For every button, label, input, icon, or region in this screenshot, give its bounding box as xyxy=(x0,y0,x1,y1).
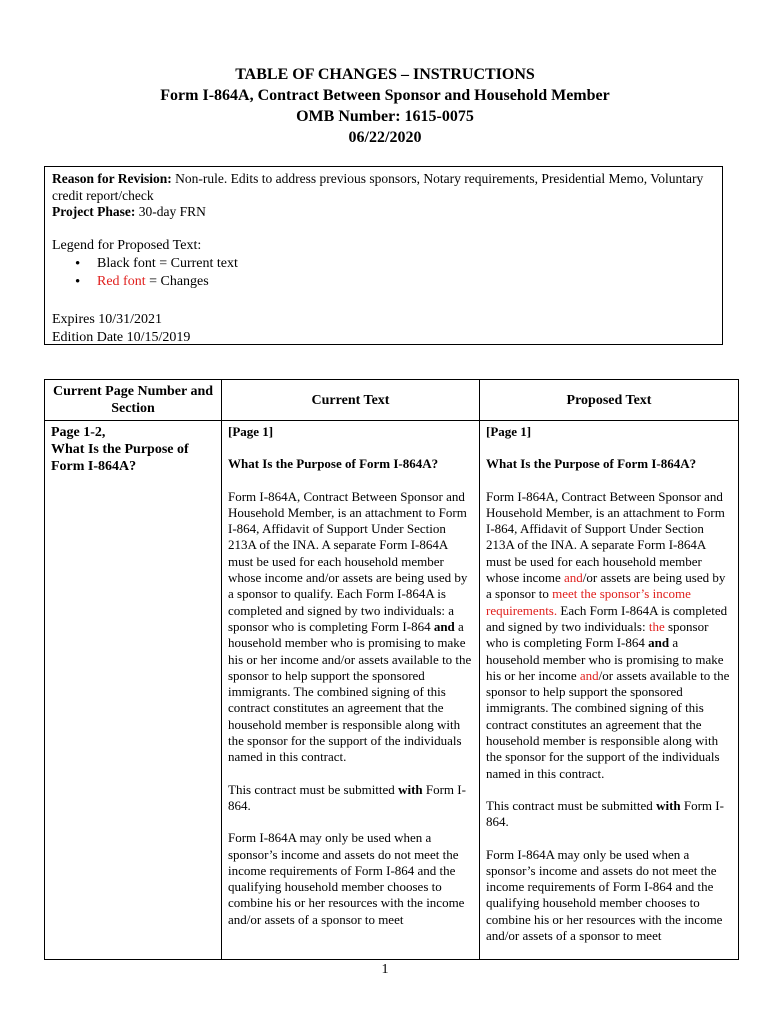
proposed-change-1: and xyxy=(563,570,583,586)
phase-text: 30-day FRN xyxy=(135,204,206,219)
proposed-page-ref: [Page 1] xyxy=(486,424,532,439)
header-form-name: Form I-864A, Contract Between Sponsor and Household Member xyxy=(160,87,610,104)
current-para-2-bold: with xyxy=(398,781,423,797)
proposed-para-2 xyxy=(486,798,732,831)
header-omb-number: OMB Number: 1615-0075 xyxy=(296,108,474,125)
proposed-heading: What Is the Purpose of Form I-864A? xyxy=(486,456,697,472)
proposed-para-2-end: Form I-864. xyxy=(486,797,724,830)
current-para-3: Form I-864A may only be used when a sponsor’s income and assets do not meet the income requirements of Form I-864 and the qualifying household member chooses to combine his or her resources with the income and/or assets of a sponsor to meet xyxy=(228,830,465,927)
expires-date: Expires 10/31/2021 xyxy=(52,311,163,327)
proposed-change-2: meet the sponsor’s income requirements. xyxy=(486,586,691,618)
document-header xyxy=(0,64,770,148)
proposed-change-4: and xyxy=(579,667,599,683)
proposed-text-b: /or assets are being used by a sponsor to xyxy=(486,570,726,602)
col-header-current: Current Text xyxy=(222,380,480,421)
section-title: What Is the Purpose of Form I-864A? xyxy=(51,442,189,474)
section-cell xyxy=(45,421,222,960)
col-header-section: Current Page Number and Section xyxy=(45,380,222,421)
legend-black-item: • Black font = Current text xyxy=(97,255,715,273)
legend-list xyxy=(52,255,715,291)
current-para-2-text: This contract must be submitted xyxy=(228,781,399,797)
current-para-1-bold: and xyxy=(433,618,455,634)
page-number: 1 xyxy=(381,962,389,977)
reason-label: Reason for Revision: xyxy=(52,171,172,186)
legend-title: Legend for Proposed Text: xyxy=(52,237,202,253)
current-page-ref: [Page 1] xyxy=(228,424,274,439)
legend-red-suffix: = Changes xyxy=(145,273,209,289)
proposed-para-1 xyxy=(486,489,732,782)
project-phase xyxy=(52,204,715,221)
current-para-2-end: Form I-864. xyxy=(228,781,466,813)
current-para-1-end: a household member who is promising to make his or her income and/or assets available to the sponsor to help support the sponsored immigrants. The combined signing of this contract constitutes an agreement that the household member is responsible along with the sponsor for the support of the individuals named in this contract. xyxy=(228,618,472,765)
section-page: Page 1-2, xyxy=(51,425,106,440)
legend-red-label: Red font xyxy=(97,273,146,289)
proposed-para-2-bold: with xyxy=(656,797,681,813)
table-header-row xyxy=(45,380,739,421)
col-header-proposed: Proposed Text xyxy=(480,380,739,421)
proposed-para-3: Form I-864A may only be used when a sponsor’s income and assets do not meet the income requirements of Form I-864 and the qualifying household member chooses to combine his or her resources with the income and/or assets of a sponsor to meet xyxy=(486,846,723,944)
proposed-text-f: /or assets available to the sponsor to help support the sponsored immigrants. The combined signing of this contract constitutes an agreement that the household member is responsible along with the sponsor for the support of the individuals named in this contract. xyxy=(486,667,730,781)
proposed-bold-and: and xyxy=(648,635,670,651)
phase-label: Project Phase: xyxy=(52,204,136,219)
current-text-cell xyxy=(222,421,480,960)
proposed-para-2-text: This contract must be submitted xyxy=(486,797,657,813)
proposed-text-cell xyxy=(480,421,739,960)
proposed-text-c: Each Form I-864A is completed and signed by two individuals: xyxy=(486,602,728,634)
proposed-text-e: a household member who is promising to make his or her income xyxy=(486,635,724,683)
current-para-1 xyxy=(228,489,473,766)
revision-info-box xyxy=(44,166,723,345)
proposed-text-a: Form I-864A, Contract Between Sponsor and Household Member, is an attachment to Form I-864, Affidavit of Support Under Section 213A of the INA. A separate Form I-864A must be used for each household member whose income xyxy=(486,488,725,586)
current-para-2 xyxy=(228,782,473,815)
edition-date: Edition Date 10/15/2019 xyxy=(52,329,191,345)
reason-text: Non-rule. Edits to address previous sponsors, Notary requirements, Presidential Memo, Voluntary credit report/check xyxy=(52,171,704,203)
changes-table xyxy=(44,379,739,960)
proposed-text-d: sponsor who is completing Form I-864 xyxy=(486,618,709,651)
header-title: TABLE OF CHANGES – INSTRUCTIONS xyxy=(235,66,535,83)
legend-red-item xyxy=(97,273,715,291)
header-date: 06/22/2020 xyxy=(348,129,422,146)
current-heading: What Is the Purpose of Form I-864A? xyxy=(228,456,439,472)
reason-for-revision xyxy=(52,171,715,204)
table-row xyxy=(45,421,739,960)
current-para-1-text: Form I-864A, Contract Between Sponsor and Household Member, is an attachment to Form I-864, Affidavit of Support Under Section 213A of the INA. A separate Form I-864A must be used for each household member whose income and/or assets are being used by a sponsor to qualify. Each Form I-864A is completed and signed by two individuals: a sponsor who is completing Form I-864 xyxy=(228,488,468,634)
proposed-change-3: the xyxy=(648,618,665,634)
